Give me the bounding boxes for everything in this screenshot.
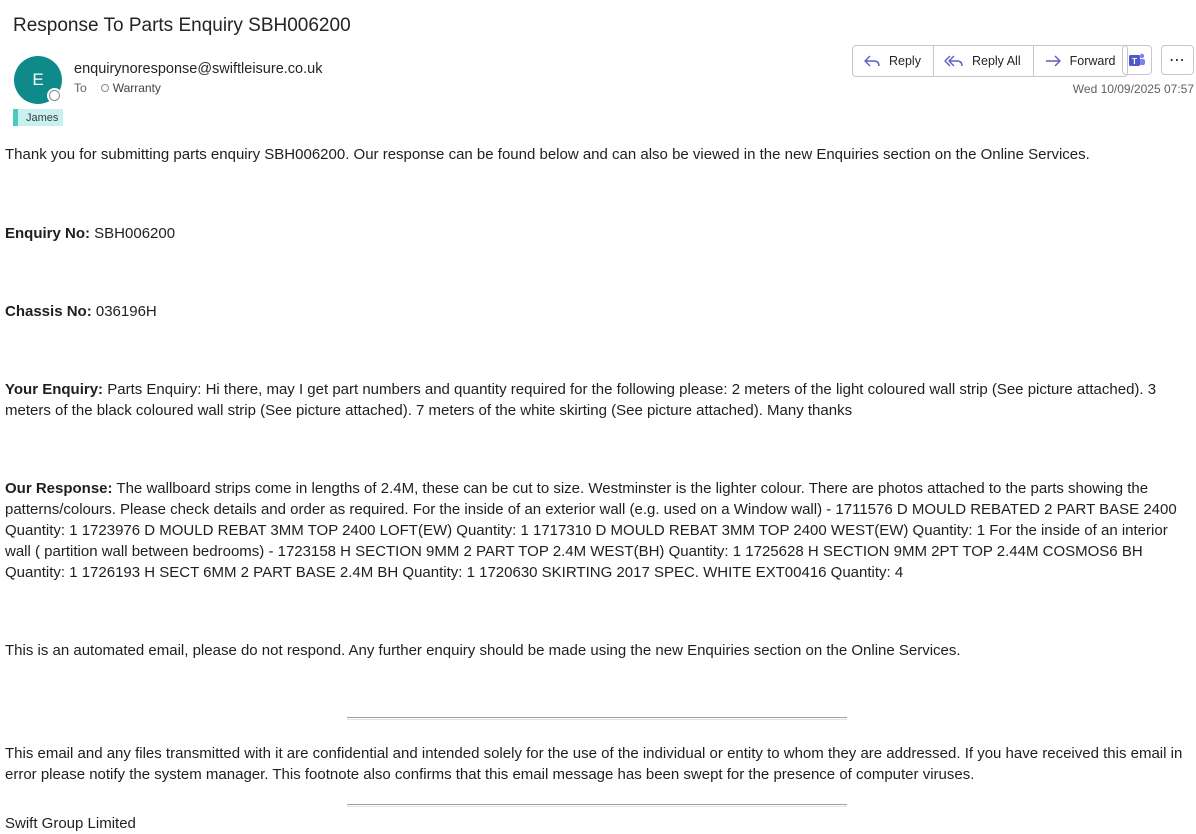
recipient-name[interactable]: Warranty bbox=[112, 81, 161, 95]
reply-all-label: Reply All bbox=[971, 54, 1021, 68]
to-label: To bbox=[74, 81, 87, 95]
svg-text:T: T bbox=[1132, 57, 1137, 66]
chassis-label: Chassis No: bbox=[5, 303, 92, 320]
your-enquiry-label: Your Enquiry: bbox=[5, 381, 104, 398]
action-bar bbox=[852, 45, 1128, 77]
your-enquiry-paragraph bbox=[5, 379, 1193, 421]
our-response-paragraph bbox=[5, 478, 1193, 583]
teams-icon bbox=[1128, 52, 1146, 68]
reply-all-button[interactable] bbox=[934, 46, 1034, 76]
divider bbox=[347, 804, 847, 807]
presence-status-icon bbox=[49, 90, 60, 101]
received-date: Wed 10/09/2025 07:57 bbox=[1072, 82, 1194, 96]
forward-button[interactable] bbox=[1034, 46, 1128, 76]
our-response-text: The wallboard strips come in lengths of 2.4M, these can be cut to size. Westminster is the lighter colour. There are photos attached to the parts showing the patterns/colours. Please check details and order as required. For the inside of an exterior wall (e.g. used on a Window wall) - 1711576 D MOULD REBATED 2 PART BASE 2400 Quantity: 1 1723976 D MOULD REBAT 3MM TOP 2400 LOFT(EW) Quantity: 1 1717310 D MOULD REBAT 3MM TOP 2400 WEST(EW) Quantity: 1 For the inside of an interior wall ( partition wall between bedrooms) - 1723158 H SECTION 9MM 2 PART TOP 2.4M WEST(BH) Quantity: 1 1725628 H SECTION 9MM 2PT TOP 2.44M COSMOS6 BH Quantity: 1 1726193 H SECT 6MM 2 PART BASE 2.4M BH Quantity: 1 1720630 SKIRTING 2017 SPEC. WHITE EXT00416 Quantity: 4 bbox=[5, 480, 1177, 581]
chassis-number-line bbox=[5, 301, 1193, 322]
enquiry-number-line bbox=[5, 223, 1193, 244]
confidentiality-footer: This email and any files transmitted with it are confidential and intended solely for the use of the individual or entity to whom they are addressed. If you have received this email in error please notify the system manager. This footnote also confirms that this email message has been swept for the presence of computer viruses. bbox=[5, 745, 1183, 783]
category-tag[interactable]: James bbox=[13, 109, 63, 126]
reply-button[interactable] bbox=[853, 46, 934, 76]
divider bbox=[347, 717, 847, 720]
avatar-initial: E bbox=[32, 70, 44, 89]
recipient-line bbox=[74, 81, 161, 95]
more-icon: ⋯ bbox=[1169, 52, 1186, 69]
reply-label: Reply bbox=[889, 54, 921, 68]
company-name: Swift Group Limited bbox=[5, 815, 136, 832]
enquiry-value: SBH006200 bbox=[90, 225, 176, 242]
more-actions-button[interactable] bbox=[1161, 45, 1194, 75]
recipient-presence-icon bbox=[101, 84, 109, 92]
forward-label: Forward bbox=[1069, 54, 1116, 68]
email-subject: Response To Parts Enquiry SBH006200 bbox=[13, 15, 351, 36]
enquiry-label: Enquiry No: bbox=[5, 225, 90, 242]
teams-chat-button[interactable] bbox=[1122, 45, 1152, 75]
automated-notice: This is an automated email, please do not respond. Any further enquiry should be made using the new Enquiries section on the Online Services. bbox=[5, 642, 961, 659]
your-enquiry-text: Parts Enquiry: Hi there, may I get part numbers and quantity required for the following please: 2 meters of the light coloured wall strip (See picture attached). 3 meters of the black coloured wall strip (See picture attached). 7 meters of the white skirting (See picture attached). Many thanks bbox=[5, 381, 1157, 419]
chassis-value: 036196H bbox=[91, 303, 157, 320]
our-response-label: Our Response: bbox=[5, 480, 113, 497]
reply-icon bbox=[863, 54, 881, 68]
forward-icon bbox=[1044, 54, 1062, 68]
intro-paragraph: Thank you for submitting parts enquiry SBH006200. Our response can be found below and can also be viewed in the new Enquiries section on the Online Services. bbox=[5, 146, 1090, 163]
sender-address[interactable]: enquirynoresponse@swiftleisure.co.uk bbox=[74, 61, 323, 77]
reply-all-icon bbox=[944, 54, 964, 68]
